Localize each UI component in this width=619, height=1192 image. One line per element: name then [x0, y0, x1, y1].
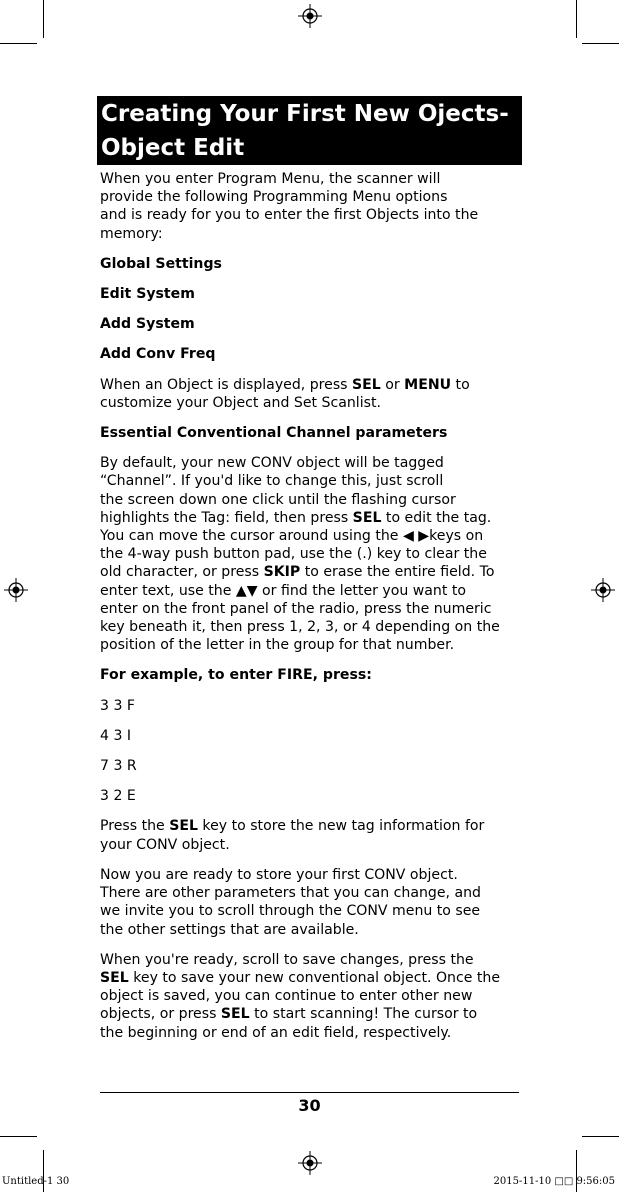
example-heading: For example, to enter FIRE, press:: [100, 667, 372, 684]
menu-option-add-system: Add System: [100, 316, 195, 333]
intro-paragraph: When you enter Program Menu, the scanner will provide the following Programming Menu options and is ready for you to enter the first Objects into the memory:: [100, 171, 479, 242]
crop-mark-top-right-v: [576, 0, 577, 38]
registration-mark-left-icon: [4, 578, 28, 602]
title-line-1: Creating Your First New Ojects-: [101, 101, 509, 127]
registration-mark-right-icon: [591, 578, 615, 602]
menu-option-edit-system: Edit System: [100, 286, 195, 303]
crop-mark-top-right-h: [582, 43, 619, 44]
now-ready-paragraph: Now you are ready to store your first CONV object. There are other parameters that you can change, and we invite you to scroll through the CONV menu to see the other settings that are available.: [100, 866, 481, 938]
section-title: [97, 96, 522, 165]
footer-rule: [100, 1092, 519, 1093]
registration-mark-bottom-icon: [298, 1151, 322, 1175]
page-number: 30: [298, 1096, 321, 1115]
slug-left: Untitled-1 30: [2, 1176, 70, 1187]
up-down-arrows-icon: ▲▼: [235, 582, 258, 599]
crop-mark-bottom-right-h: [582, 1136, 619, 1137]
title-line-2: Object Edit: [101, 135, 245, 161]
crop-mark-top-left-v: [43, 0, 44, 38]
example-step: 3 3 F: [100, 697, 136, 714]
crop-mark-bottom-left-h: [0, 1136, 37, 1137]
crop-mark-top-left-h: [0, 43, 37, 44]
menu-option-add-conv-freq: Add Conv Freq: [100, 346, 216, 363]
default-tag-paragraph: By default, your new CONV object will be tagged “Channel”. If you'd like to change this, just scroll the screen down one click until the flashing cursor highlights the Tag: field, then press SEL to edit the tag. You can move the cursor around using the ◀ ▶keys on the 4-way push button pad, use the (.) key to clear the old character, or press SKIP to erase the entire field. To enter text, use the ▲▼ or find the letter you want to enter on the front panel of the radio, press the numeric key beneath it, then press 1, 2, 3, or 4 depending on the position of the letter in the group for that number.: [100, 455, 500, 654]
left-right-arrows-icon: ◀ ▶: [402, 528, 430, 545]
example-step: 3 2 E: [100, 788, 136, 805]
press-sel-paragraph: Press the SEL key to store the new tag information for your CONV object.: [100, 818, 485, 853]
sel-menu-paragraph: When an Object is displayed, press SEL or MENU to customize your Object and Set Scanlist.: [100, 376, 470, 411]
essential-heading: Essential Conventional Channel parameters: [100, 425, 448, 442]
registration-mark-top-icon: [298, 4, 322, 28]
example-step: 7 3 R: [100, 758, 137, 775]
save-paragraph: When you're ready, scroll to save changes, press the SEL key to save your new conventional object. Once the object is saved, you can continue to enter other new objects, or press SEL to start scanning! The cursor to the beginning or end of an edit field, respectively.: [100, 951, 500, 1041]
example-step: 4 3 I: [100, 727, 132, 744]
menu-option-global-settings: Global Settings: [100, 255, 222, 272]
page-body: [100, 170, 520, 1054]
slug-right: 2015-11-10 □□ 9:56:05: [493, 1176, 615, 1187]
